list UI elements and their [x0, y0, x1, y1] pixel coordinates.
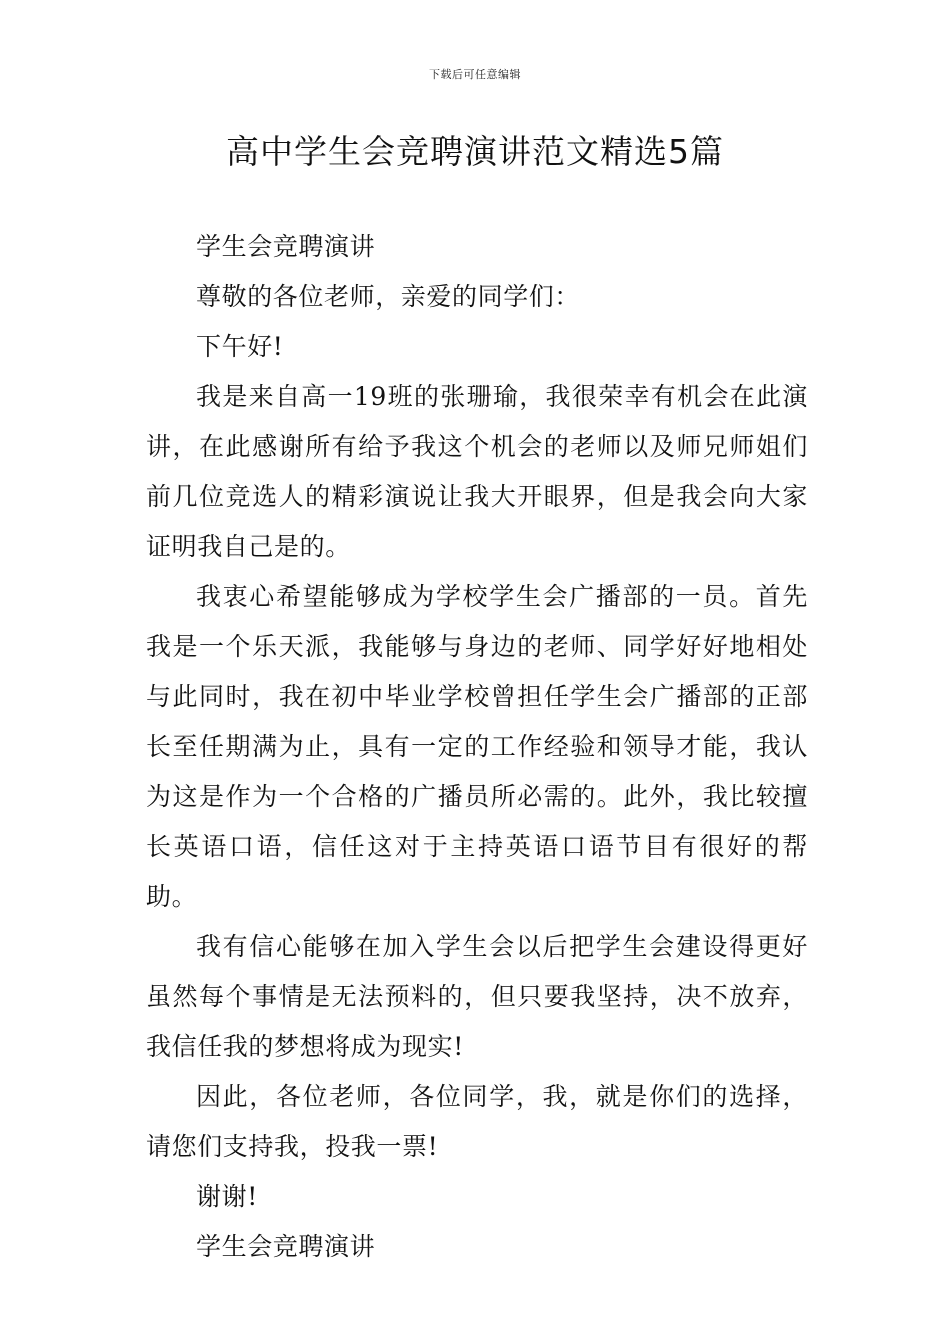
- section-heading: 学生会竞聘演讲: [196, 232, 376, 261]
- salutation: 尊敬的各位老师，亲爱的同学们：: [196, 282, 581, 311]
- document-body: [146, 222, 808, 1272]
- body-paragraph: 我衷心希望能够成为学校学生会广播部的一员。首先我是一个乐天派，我能够与身边的老师、同学好好地相处与此同时，我在初中毕业学校曾担任学生会广播部的正部长至任期满为止，具有一定的工作经验和领导才能，我认为这是作为一个合格的广播员所必需的。此外，我比较擅长英语口语，信任这对于主持英语口语节目有很好的帮助。: [146, 582, 808, 911]
- closing-thanks: 谢谢!: [196, 1182, 258, 1211]
- greeting: 下午好!: [196, 332, 284, 361]
- section-heading: 学生会竞聘演讲: [196, 1232, 376, 1261]
- body-paragraph: 我有信心能够在加入学生会以后把学生会建设得更好虽然每个事情是无法预料的，但只要我坚持，决不放弃，我信任我的梦想将成为现实!: [146, 932, 808, 1061]
- header-note: 下载后可任意编辑: [429, 68, 521, 81]
- document-title: 高中学生会竞聘演讲范文精选5篇: [226, 132, 724, 171]
- body-paragraph: 因此，各位老师，各位同学，我，就是你们的选择，请您们支持我，投我一票!: [146, 1082, 808, 1161]
- body-paragraph: 我是来自高一19班的张珊瑜，我很荣幸有机会在此演讲，在此感谢所有给予我这个机会的老师以及师兄师姐们前几位竞选人的精彩演说让我大开眼界，但是我会向大家证明我自己是的。: [146, 382, 808, 561]
